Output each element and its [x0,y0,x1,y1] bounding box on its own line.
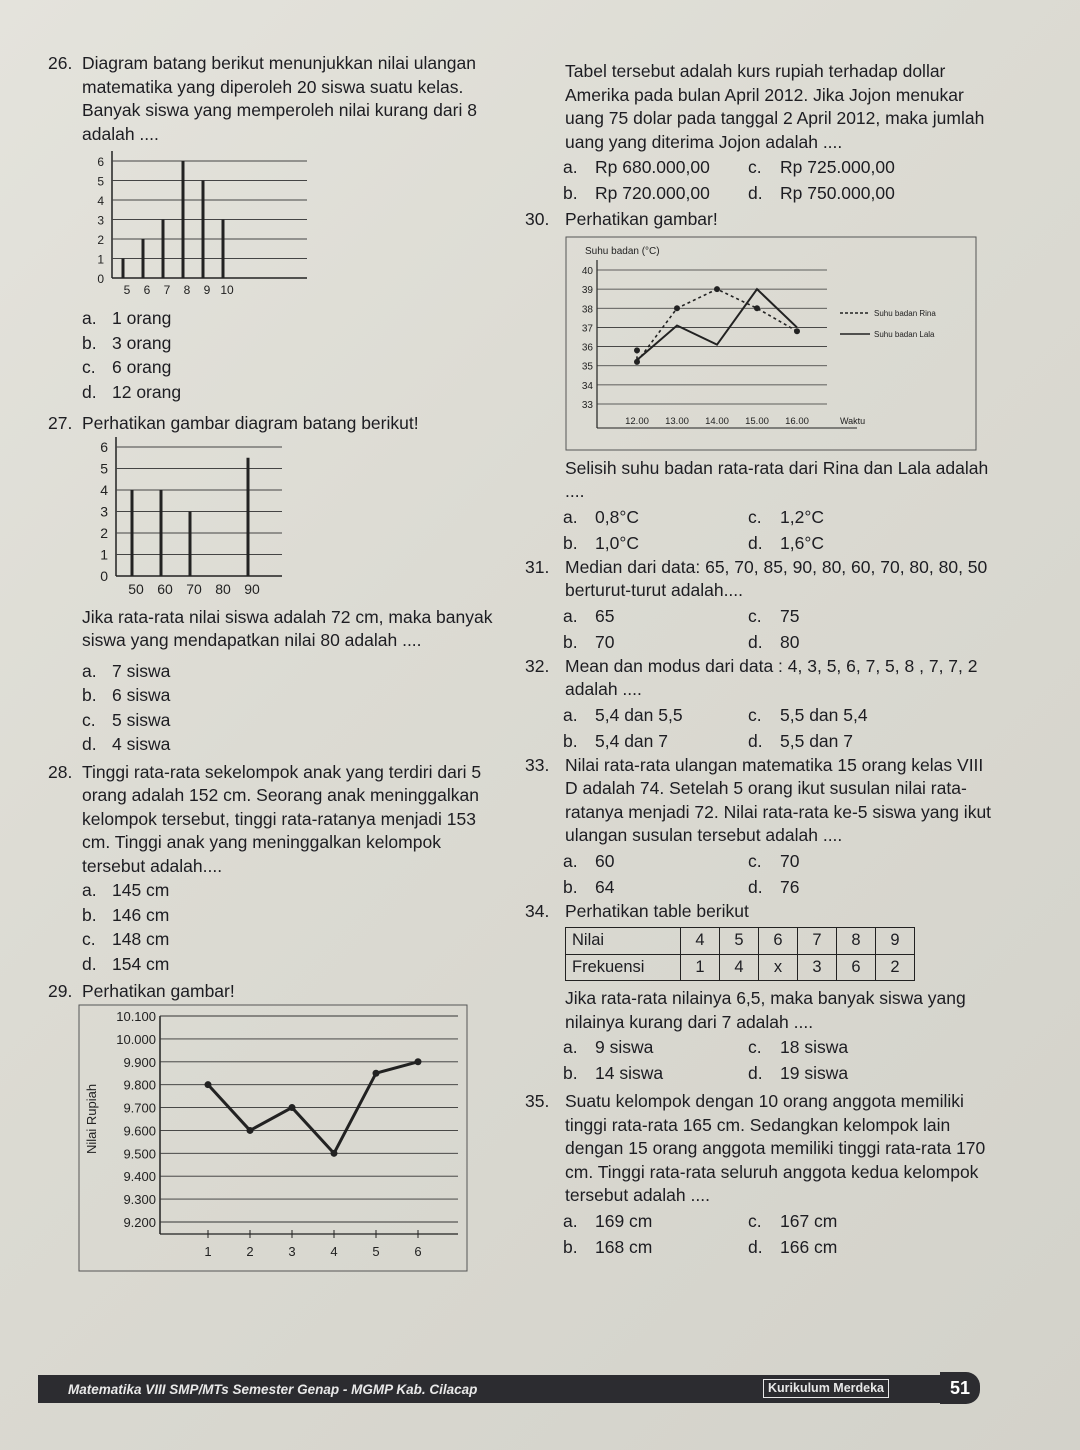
page-footer [38,1375,948,1403]
option-letter: d. [748,532,763,553]
option-b[interactable] [82,683,508,708]
option-a[interactable] [82,878,508,903]
x-tick-label: 6 [143,283,151,297]
data-point-rina [674,305,680,311]
series-line-lala [637,289,797,360]
option-text: 19 siswa [780,1063,849,1083]
x-tick-label: 12.00 [625,415,649,427]
option-text: 167 cm [780,1210,838,1231]
option-letter: a. [563,506,578,527]
option-text: 75 [780,605,800,626]
y-tick-label: 9.200 [123,1214,156,1230]
x-tick-label: 50 [128,580,144,597]
curriculum-badge: Kurikulum Merdeka [763,1379,889,1398]
question-34 [525,900,995,1087]
option-letter: d. [82,953,97,974]
question-text: Tinggi rata-rata sekelompok anak yang terdiri dari 5 orang adalah 152 cm. Seorang anak meninggalkan kelompok tersebut, tinggi rata-ratanya menjadi 153 cm. Tinggi anak yang meninggalkan kelompok tersebut adalah.... [82,761,482,876]
option-c[interactable] [748,702,968,728]
option-text: 70 [595,631,615,652]
option-b[interactable] [563,874,748,900]
option-letter: d. [82,734,97,754]
series-line-rina [637,289,797,362]
option-text: 1 orang [112,308,172,328]
question-27 [48,412,508,757]
option-text: 169 cm [595,1210,653,1231]
question-number: 31. [525,556,550,577]
option-a[interactable] [563,1208,748,1234]
y-tick-label: 1 [100,546,108,562]
option-c[interactable] [748,504,968,530]
option-letter: c. [748,704,762,725]
right-column [525,60,995,1260]
option-letter: b. [563,1063,578,1083]
option-a[interactable] [82,659,508,684]
y-tick-label: 5 [100,460,108,476]
x-tick-label: 80 [215,580,231,597]
y-tick-label: 37 [581,322,593,334]
chart-title: Suhu badan (°C) [585,245,660,257]
question-number: 34. [525,900,550,921]
x-tick-label: 4 [330,1243,338,1259]
option-d[interactable] [748,728,968,754]
x-tick-label: 6 [414,1243,422,1259]
option-text: 5,4 dan 7 [595,730,668,751]
option-letter: c. [82,929,96,949]
option-letter: d. [748,876,763,897]
x-tick-label: 90 [244,580,260,597]
x-tick-label: 5 [372,1243,380,1259]
table-cell: 4 [681,928,720,955]
y-axis-label: Nilai Rupiah [84,1083,99,1154]
option-d[interactable] [82,952,508,977]
option-b[interactable] [563,530,748,556]
option-text: 3 orang [112,332,172,353]
y-tick-label: 35 [581,361,593,373]
x-tick-label: 7 [163,283,171,297]
option-letter: a. [563,157,578,177]
x-tick-label: 15.00 [745,415,769,427]
data-point-rina [794,328,800,334]
option-a[interactable] [563,154,748,180]
options [525,504,995,556]
option-letter: b. [82,904,97,925]
question-31 [525,556,995,655]
option-letter: a. [563,850,578,871]
question-text-2: Jika rata-rata nilainya 6,5, maka banyak siswa yang nilainya kurang dari 7 adalah .... [565,988,966,1032]
option-a[interactable] [563,603,748,629]
option-letter: a. [563,1037,578,1057]
options [525,154,995,206]
question-number: 30. [525,209,550,229]
option-b[interactable] [563,1060,748,1086]
option-c[interactable] [748,848,968,874]
option-text: Rp 720.000,00 [595,183,710,203]
table-cell: 3 [798,954,837,981]
y-tick-label: 1 [97,252,104,267]
option-text: 9 siswa [595,1037,654,1057]
question-number: 27. [48,413,73,433]
option-text: 0,8°C [595,506,639,527]
option-letter: c. [748,605,762,626]
y-tick-label: 9.700 [123,1100,156,1116]
option-letter: b. [563,876,578,897]
data-point [373,1069,380,1076]
option-text: 12 orang [112,381,182,402]
option-text: 76 [780,876,800,897]
data-point [205,1081,212,1088]
frequency-table [565,927,915,981]
option-d[interactable] [748,180,968,206]
data-point [331,1149,338,1156]
option-text: 14 siswa [595,1063,664,1083]
option-b[interactable] [563,1234,748,1260]
row-header: Nilai [566,928,681,955]
option-letter: d. [748,183,763,203]
question-text: Perhatikan table berikut [565,900,749,921]
option-b[interactable] [82,903,508,928]
option-d[interactable] [748,874,968,900]
option-letter: b. [563,1236,578,1257]
question-text: Perhatikan gambar diagram batang berikut! [82,413,419,433]
option-a[interactable] [563,1034,748,1060]
option-b[interactable] [563,629,748,655]
options [525,702,995,754]
option-text: 65 [595,605,615,626]
y-tick-label: 39 [581,284,593,296]
question-29 [48,980,508,1274]
y-tick-label: 40 [581,265,593,277]
y-tick-label: 2 [100,524,108,541]
row-header: Frekuensi [566,954,681,981]
option-text: 146 cm [112,904,170,925]
x-tick-label: 5 [123,283,131,297]
question-text: Suatu kelompok dengan 10 orang anggota memiliki tinggi rata-rata 165 cm. Sedangkan kelompok lain dengan 15 orang anggota memiliki tinggi rata-rata 170 cm. Tinggi rata-rata seluruh anggota kedua kelompok tersebut adalah .... [565,1091,986,1205]
x-tick-label: 16.00 [785,415,809,427]
option-a[interactable] [82,306,508,331]
question-number: 26. [48,53,73,73]
option-letter: b. [563,183,578,203]
y-tick-label: 10.100 [116,1008,156,1024]
y-tick-label: 9.300 [123,1191,156,1207]
option-b[interactable] [82,331,508,356]
table-cell: 2 [876,954,915,981]
bar-chart-q26 [82,146,322,306]
table-cell: 7 [798,928,837,955]
option-letter: c. [748,850,762,871]
y-tick-label: 36 [581,342,593,354]
option-text: 145 cm [112,880,170,900]
option-d[interactable] [748,1234,968,1260]
x-tick-label: 3 [288,1243,296,1259]
data-point [289,1104,296,1111]
option-c[interactable] [748,1034,968,1060]
data-point [247,1126,254,1133]
option-text: Rp 750.000,00 [780,183,895,203]
option-text: 5,5 dan 7 [780,730,853,751]
option-text: 154 cm [112,953,170,974]
option-text: 166 cm [780,1236,838,1257]
option-letter: d. [748,1063,763,1083]
question-text: Median dari data: 65, 70, 85, 90, 80, 60, 70, 80, 80, 50 berturut-turut adalah.... [565,556,988,600]
option-letter: c. [748,506,762,527]
option-a[interactable] [563,504,748,530]
y-tick-label: 9.500 [123,1145,156,1161]
option-text: Rp 725.000,00 [780,157,895,177]
line-chart-q30 [565,236,977,451]
legend-label: Suhu badan Lala [874,329,935,339]
option-letter: a. [563,1210,578,1231]
y-tick-label: 3 [97,213,104,228]
option-letter: d. [82,381,97,402]
question-text: Mean dan modus dari data : 4, 3, 5, 6, 7, 5, 8 , 7, 7, 2 adalah .... [565,655,978,699]
option-text: 5,5 dan 5,4 [780,704,868,725]
table-cell: 1 [681,954,720,981]
option-text: 6 siswa [112,685,171,705]
data-point-rina [714,286,720,292]
option-letter: b. [563,730,578,751]
y-tick-label: 6 [100,438,108,455]
y-tick-label: 33 [581,399,593,411]
table-cell: 8 [837,928,876,955]
question-30 [525,208,995,556]
option-letter: c. [82,709,96,730]
option-c[interactable] [748,1208,968,1234]
option-letter: b. [82,332,97,353]
question-number: 35. [525,1091,550,1111]
x-tick-label: 60 [157,580,173,597]
option-text: 1,6°C [780,532,824,553]
option-c[interactable] [748,603,968,629]
question-35 [525,1090,995,1260]
option-c[interactable] [82,708,508,733]
option-letter: a. [82,880,97,900]
option-letter: b. [563,631,578,652]
x-tick-label: 8 [183,283,191,297]
y-tick-label: 0 [100,567,108,584]
data-point-rina [634,347,640,353]
y-tick-label: 9.800 [123,1077,156,1093]
option-text: 4 siswa [112,734,171,754]
option-c[interactable] [82,927,508,952]
question-text-2: Jika rata-rata nilai siswa adalah 72 cm, maka banyak siswa yang mendapatkan nilai 80 adalah .... [82,606,493,650]
option-text: Rp 680.000,00 [595,157,710,177]
option-letter: c. [748,157,762,177]
y-tick-label: 10.000 [116,1031,156,1047]
question-number: 28. [48,761,73,782]
option-text: 60 [595,850,615,871]
option-text: 64 [595,876,615,897]
question-text-2: Selisih suhu badan rata-rata dari Rina dan Lala adalah .... [565,457,989,501]
question-26 [48,52,508,404]
y-tick-label: 9.400 [123,1168,156,1184]
option-d[interactable] [82,732,508,757]
x-tick-label: 10 [220,283,234,297]
y-tick-label: 9.600 [123,1122,156,1138]
table-cell: 5 [720,928,759,955]
table-row [566,928,915,955]
question-text: Perhatikan gambar! [82,981,235,1001]
y-tick-label: 4 [100,481,108,498]
option-text: 6 orang [112,357,172,377]
x-tick-label: 2 [246,1243,254,1259]
options [525,1208,995,1260]
option-d[interactable] [82,380,508,405]
x-axis-label: Waktu [840,415,866,426]
option-letter: c. [748,1037,762,1057]
option-text: 7 siswa [112,660,171,681]
question-number: 29. [48,981,73,1001]
options [525,603,995,655]
left-column [48,52,508,1274]
x-tick-label: 14.00 [705,415,729,427]
option-letter: a. [563,605,578,626]
option-d[interactable] [748,629,968,655]
x-tick-label: 9 [203,283,211,297]
y-tick-label: 0 [97,272,104,286]
x-tick-label: 1 [204,1243,212,1259]
question-text-2: Tabel tersebut adalah kurs rupiah terhadap dollar Amerika pada bulan April 2012. Jika Jojon menukar uang 75 dolar pada tanggal 2 April 2012, maka jumlah uang yang diterima Jojon adalah .... [565,61,985,152]
option-text: 1,0°C [595,532,639,553]
y-tick-label: 6 [97,155,104,169]
question-text: Nilai rata-rata ulangan matematika 15 orang kelas VIII D adalah 74. Setelah 5 orang ikut susulan nilai rata-ratanya menjadi 72. Nilai rata-rata ke-5 siswa yang ikut ulangan susulan tersebut adalah .... [565,754,992,845]
options [48,878,508,976]
question-33 [525,754,995,900]
option-letter: b. [563,532,578,553]
options [48,306,508,404]
legend-label: Suhu badan Rina [874,308,936,318]
question-text: Diagram batang berikut menunjukkan nilai ulangan matematika yang diperoleh 20 siswa suatu kelas. Banyak siswa yang memperoleh nilai kurang dari 8 adalah .... [82,53,477,144]
option-letter: b. [82,685,97,705]
options [525,848,995,900]
line-chart-q29 [78,1004,468,1274]
option-c[interactable] [748,154,968,180]
option-text: 1,2°C [780,506,824,527]
table-cell: x [759,954,798,981]
y-tick-label: 34 [581,380,593,392]
y-tick-label: 38 [581,303,593,315]
question-text: Perhatikan gambar! [565,209,718,229]
option-letter: a. [82,308,97,328]
option-text: 5,4 dan 5,5 [595,704,683,725]
table-row [566,954,915,981]
options [48,659,508,757]
question-number: 32. [525,655,550,676]
option-text: 80 [780,631,800,652]
option-letter: c. [82,357,96,377]
option-letter: a. [82,660,97,681]
option-letter: a. [563,704,578,725]
option-text: 148 cm [112,929,170,949]
option-d[interactable] [748,1060,968,1086]
y-tick-label: 4 [97,194,104,208]
data-point [415,1058,422,1065]
question-number: 33. [525,754,550,775]
y-tick-label: 9.900 [123,1054,156,1070]
option-letter: d. [748,730,763,751]
x-tick-label: 70 [186,580,202,597]
question-32 [525,655,995,754]
option-letter: d. [748,1236,763,1257]
table-cell: 9 [876,928,915,955]
option-a[interactable] [563,848,748,874]
x-tick-label: 13.00 [665,415,689,427]
option-d[interactable] [748,530,968,556]
option-text: 18 siswa [780,1037,849,1057]
options [525,1034,995,1086]
option-b[interactable] [563,728,748,754]
question-29-continued [525,60,995,206]
option-text: 168 cm [595,1236,653,1257]
option-letter: d. [748,631,763,652]
option-c[interactable] [82,355,508,380]
option-a[interactable] [563,702,748,728]
option-letter: c. [748,1210,762,1231]
table-cell: 6 [759,928,798,955]
page-number: 51 [940,1372,980,1404]
question-28 [48,761,508,977]
table-cell: 6 [837,954,876,981]
y-tick-label: 5 [97,174,104,189]
table-cell: 4 [720,954,759,981]
data-point-rina [754,305,760,311]
y-tick-label: 3 [100,503,108,519]
option-b[interactable] [563,180,748,206]
option-text: 5 siswa [112,709,171,730]
footer-text: Matematika VIII SMP/MTs Semester Genap - MGMP Kab. Cilacap [68,1381,478,1397]
bar-chart-q27 [82,436,342,606]
option-text: 70 [780,850,800,871]
y-tick-label: 2 [97,233,104,247]
